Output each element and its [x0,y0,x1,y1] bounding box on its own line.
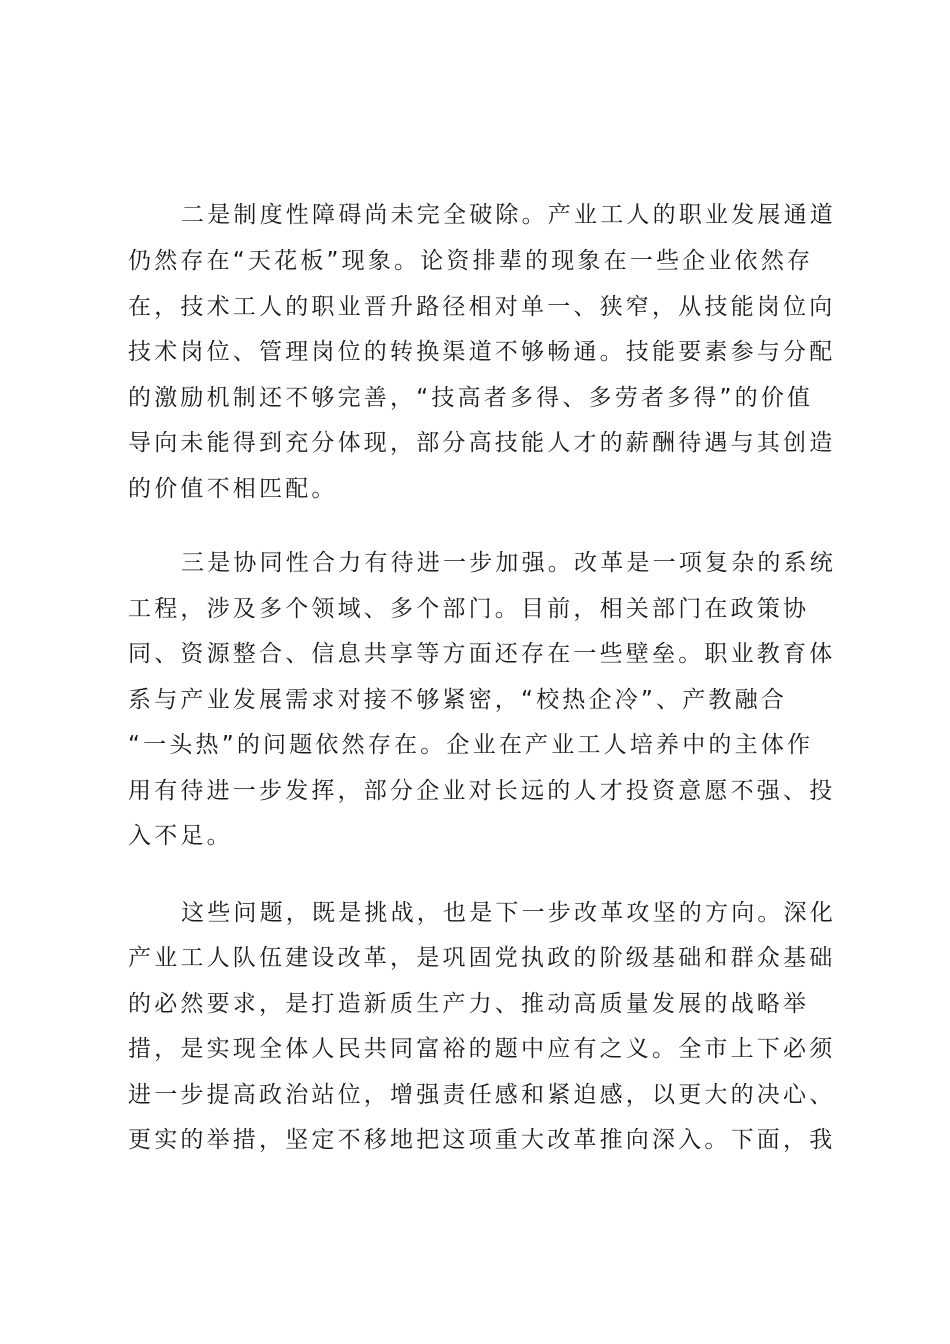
text-line: 技术岗位、管理岗位的转换渠道不够畅通。技能要素参与分配 [128,339,836,365]
text-line: 入不足。 [128,823,233,849]
text-line: 更实的举措，坚定不移地把这项重大改革推向深入。下面，我 [128,1127,836,1153]
text-line: 的价值不相匹配。 [128,476,338,502]
text-line: 这些问题，既是挑战，也是下一步改革攻坚的方向。深化 [181,900,836,926]
text-line: 三是协同性合力有待进一步加强。改革是一项复杂的系统 [181,550,836,576]
text-line: “一头热”的问题依然存在。企业在产业工人培养中的主体作 [128,732,814,758]
text-line: 导向未能得到充分体现，部分高技能人才的薪酬待遇与其创造 [128,430,836,456]
text-line: 同、资源整合、信息共享等方面还存在一些壁垒。职业教育体 [128,641,836,667]
text-line: 产业工人队伍建设改革，是巩固党执政的阶级基础和群众基础 [128,945,836,971]
text-line: 进一步提高政治站位，增强责任感和紧迫感，以更大的决心、 [128,1082,836,1108]
text-line: 用有待进一步发挥，部分企业对长远的人才投资意愿不强、投 [128,778,836,804]
text-line: 的激励机制还不够完善，“技高者多得、多劳者多得”的价值 [128,385,814,411]
text-line: 工程，涉及多个领域、多个部门。目前，相关部门在政策协 [128,596,810,622]
text-line: 措，是实现全体人民共同富裕的题中应有之义。全市上下必须 [128,1036,836,1062]
text-line: 二是制度性障碍尚未完全破除。产业工人的职业发展通道 [181,202,836,228]
text-line: 仍然存在“天花板”现象。论资排辈的现象在一些企业依然存 [128,248,814,274]
text-line: 的必然要求，是打造新质生产力、推动高质量发展的战略举 [128,991,810,1017]
text-line: 系与产业发展需求对接不够紧密，“校热企冷”、产教融合 [128,687,788,713]
text-line: 在，技术工人的职业晋升路径相对单一、狭窄，从技能岗位向 [128,294,836,320]
